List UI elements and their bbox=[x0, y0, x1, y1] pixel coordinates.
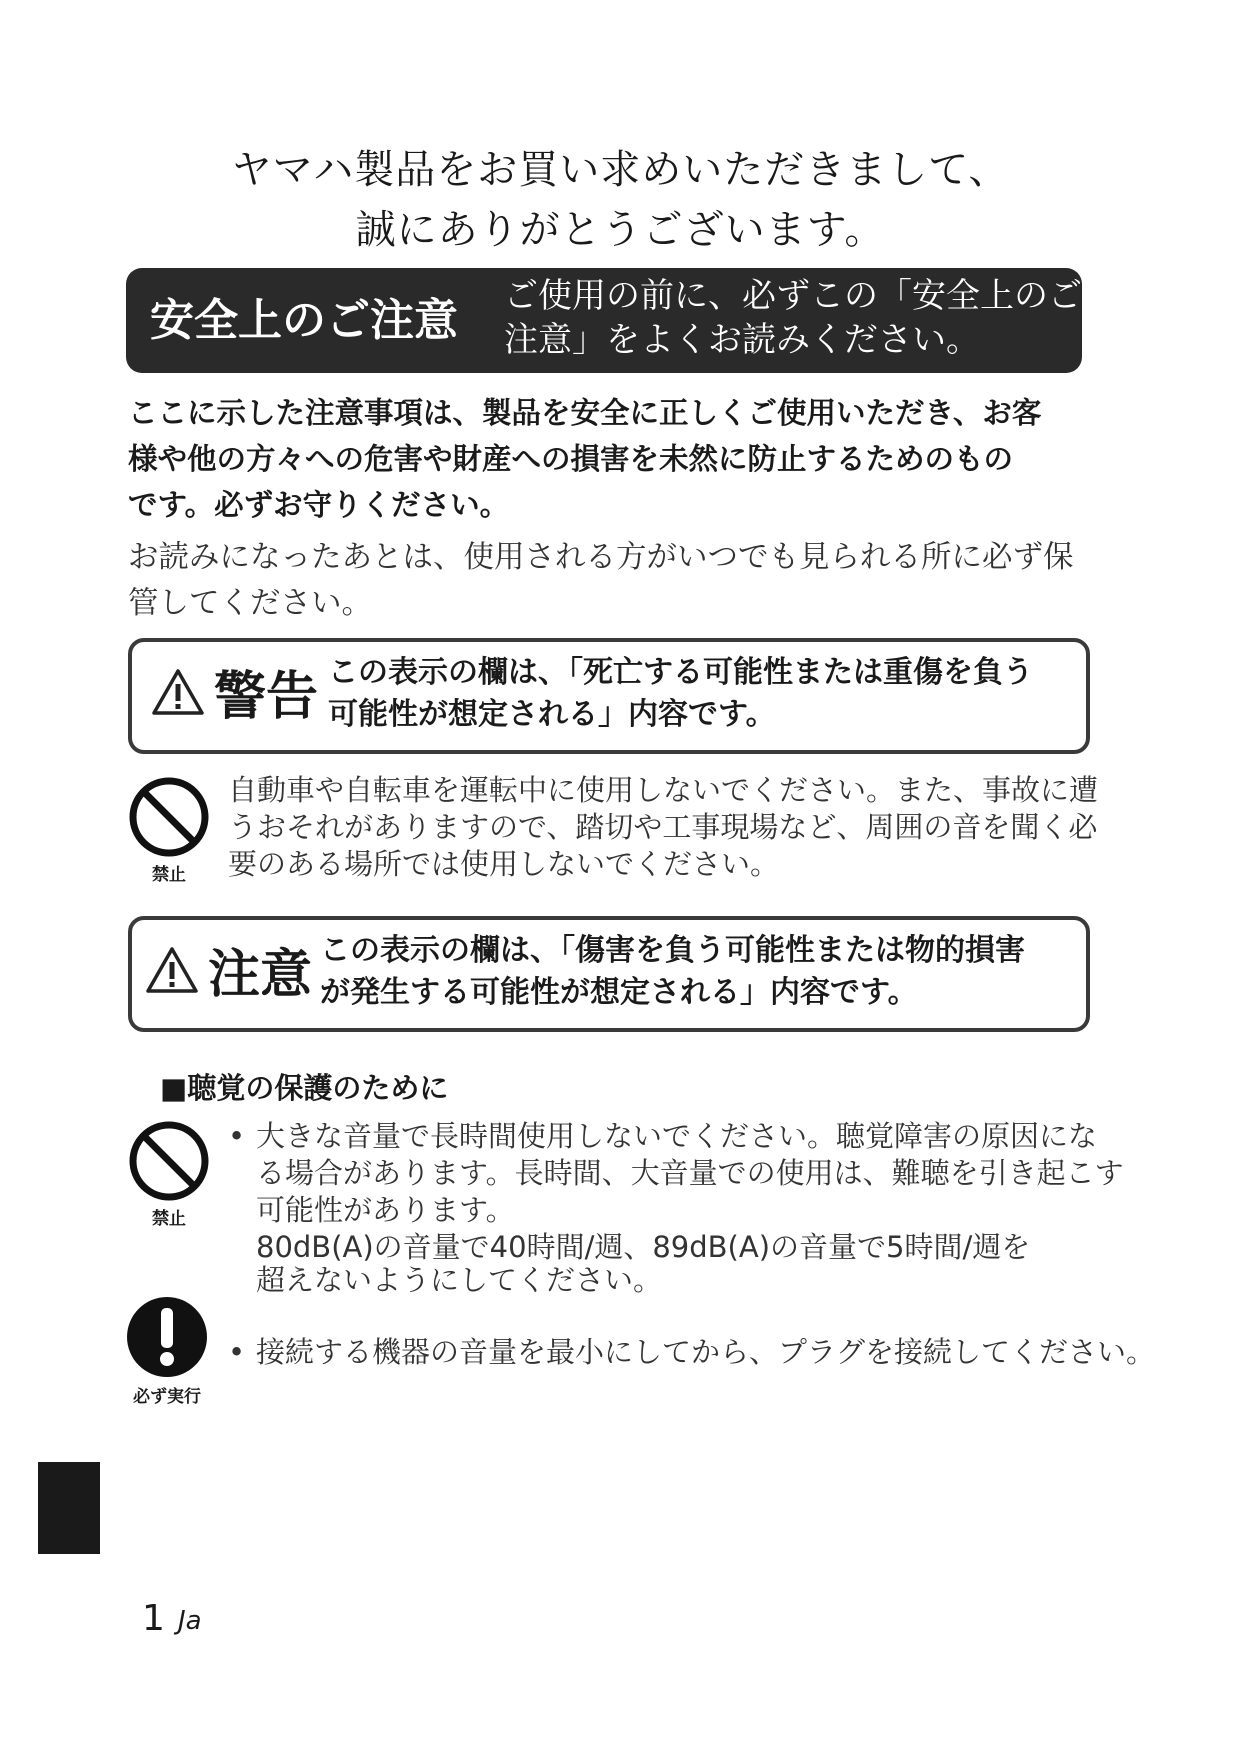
bullet-mark: • bbox=[228, 1335, 246, 1369]
prohibited-label: 禁止 bbox=[152, 865, 186, 885]
page-title bbox=[0, 140, 1241, 260]
intro-bold-line-1: ここに示した注意事項は、製品を安全に正しくご使用いただき、お客 bbox=[128, 396, 1042, 430]
prohibited-label: 禁止 bbox=[152, 1209, 186, 1229]
warning-label: 警告 bbox=[214, 667, 319, 727]
page-number: 1 bbox=[142, 1598, 165, 1639]
title-line-2: 誠にありがとうございます。 bbox=[355, 207, 886, 253]
prohibited-icon bbox=[128, 1120, 210, 1202]
prohibited-icon bbox=[128, 776, 210, 858]
intro-plain-line-1: お読みになったあとは、使用される方がいつでも見られる所に必ず保 bbox=[128, 540, 1074, 575]
warning-box bbox=[128, 638, 1090, 754]
intro-bold-line-2: 様や他の方々への危害や財産への損害を未然に防止するためのもの bbox=[128, 442, 1014, 476]
safety-banner bbox=[126, 268, 1082, 373]
section-tab-marker bbox=[38, 1462, 100, 1554]
bullet-mark: • bbox=[228, 1119, 246, 1153]
hearing-bullet-1-line-2: る場合があります。長時間、大音量での使用は、難聴を引き起こす bbox=[256, 1156, 1124, 1190]
safety-subtext-line-2: 注意」をよくお読みください。 bbox=[504, 320, 980, 360]
warning-description bbox=[328, 652, 1033, 736]
hearing-bullet-1-line-1: 大きな音量で長時間使用しないでください。聴覚障害の原因にな bbox=[256, 1119, 1098, 1153]
safety-subtext-line-1: ご使用の前に、必ずこの「安全上のご bbox=[504, 276, 1082, 316]
warning-body-text bbox=[228, 772, 1098, 883]
warning-description-line-2: 可能性が想定される」内容です。 bbox=[328, 697, 776, 732]
mandatory-action-icon bbox=[126, 1296, 208, 1378]
mandatory-action-label: 必ず実行 bbox=[133, 1387, 201, 1407]
intro-plain-text bbox=[128, 535, 1118, 627]
hearing-bullet-1-line-3: 可能性があります。 bbox=[256, 1193, 515, 1227]
caution-box bbox=[128, 916, 1090, 1032]
caution-description-line-2: が発生する可能性が想定される」内容です。 bbox=[320, 975, 918, 1010]
hearing-bullet-1-line-5: 超えないようにしてください。 bbox=[256, 1263, 663, 1297]
caution-description-line-1: この表示の欄は、「傷害を負う可能性または物的損害 bbox=[320, 933, 1025, 968]
caution-triangle-icon bbox=[146, 946, 198, 994]
page-language: Ja bbox=[178, 1606, 202, 1636]
warning-description-line-1: この表示の欄は、「死亡する可能性または重傷を負う bbox=[328, 655, 1033, 690]
hearing-bullet-1 bbox=[256, 1118, 1124, 1299]
caution-label: 注意 bbox=[208, 945, 313, 1005]
intro-plain-line-2: 管してください。 bbox=[128, 586, 372, 621]
caution-description bbox=[320, 930, 1025, 1014]
intro-bold-text bbox=[128, 390, 1118, 528]
warning-triangle-icon bbox=[152, 668, 204, 716]
intro-bold-line-3: です。必ずお守りください。 bbox=[128, 488, 510, 522]
title-line-1: ヤマハ製品をお買い求めいただきまして、 bbox=[231, 147, 1010, 193]
safety-subtext bbox=[504, 274, 1082, 362]
warning-body-line-3: 要のある場所では使用しないでください。 bbox=[228, 847, 780, 881]
warning-body-line-1: 自動車や自転車を運転中に使用しないでください。また、事故に遭 bbox=[228, 773, 1099, 807]
hearing-bullet-2: 接続する機器の音量を最小にしてから、プラグを接続してください。 bbox=[256, 1335, 1156, 1369]
warning-body-line-2: うおそれがありますので、踏切や工事現場など、周囲の音を聞く必 bbox=[228, 810, 1098, 844]
hearing-heading: ■聴覚の保護のために bbox=[160, 1071, 449, 1105]
safety-heading: 安全上のご注意 bbox=[150, 295, 458, 346]
hearing-bullet-1-line-4: 80dB(A)の音量で40時間/週、89dB(A)の音量で5時間/週を bbox=[256, 1230, 1031, 1264]
